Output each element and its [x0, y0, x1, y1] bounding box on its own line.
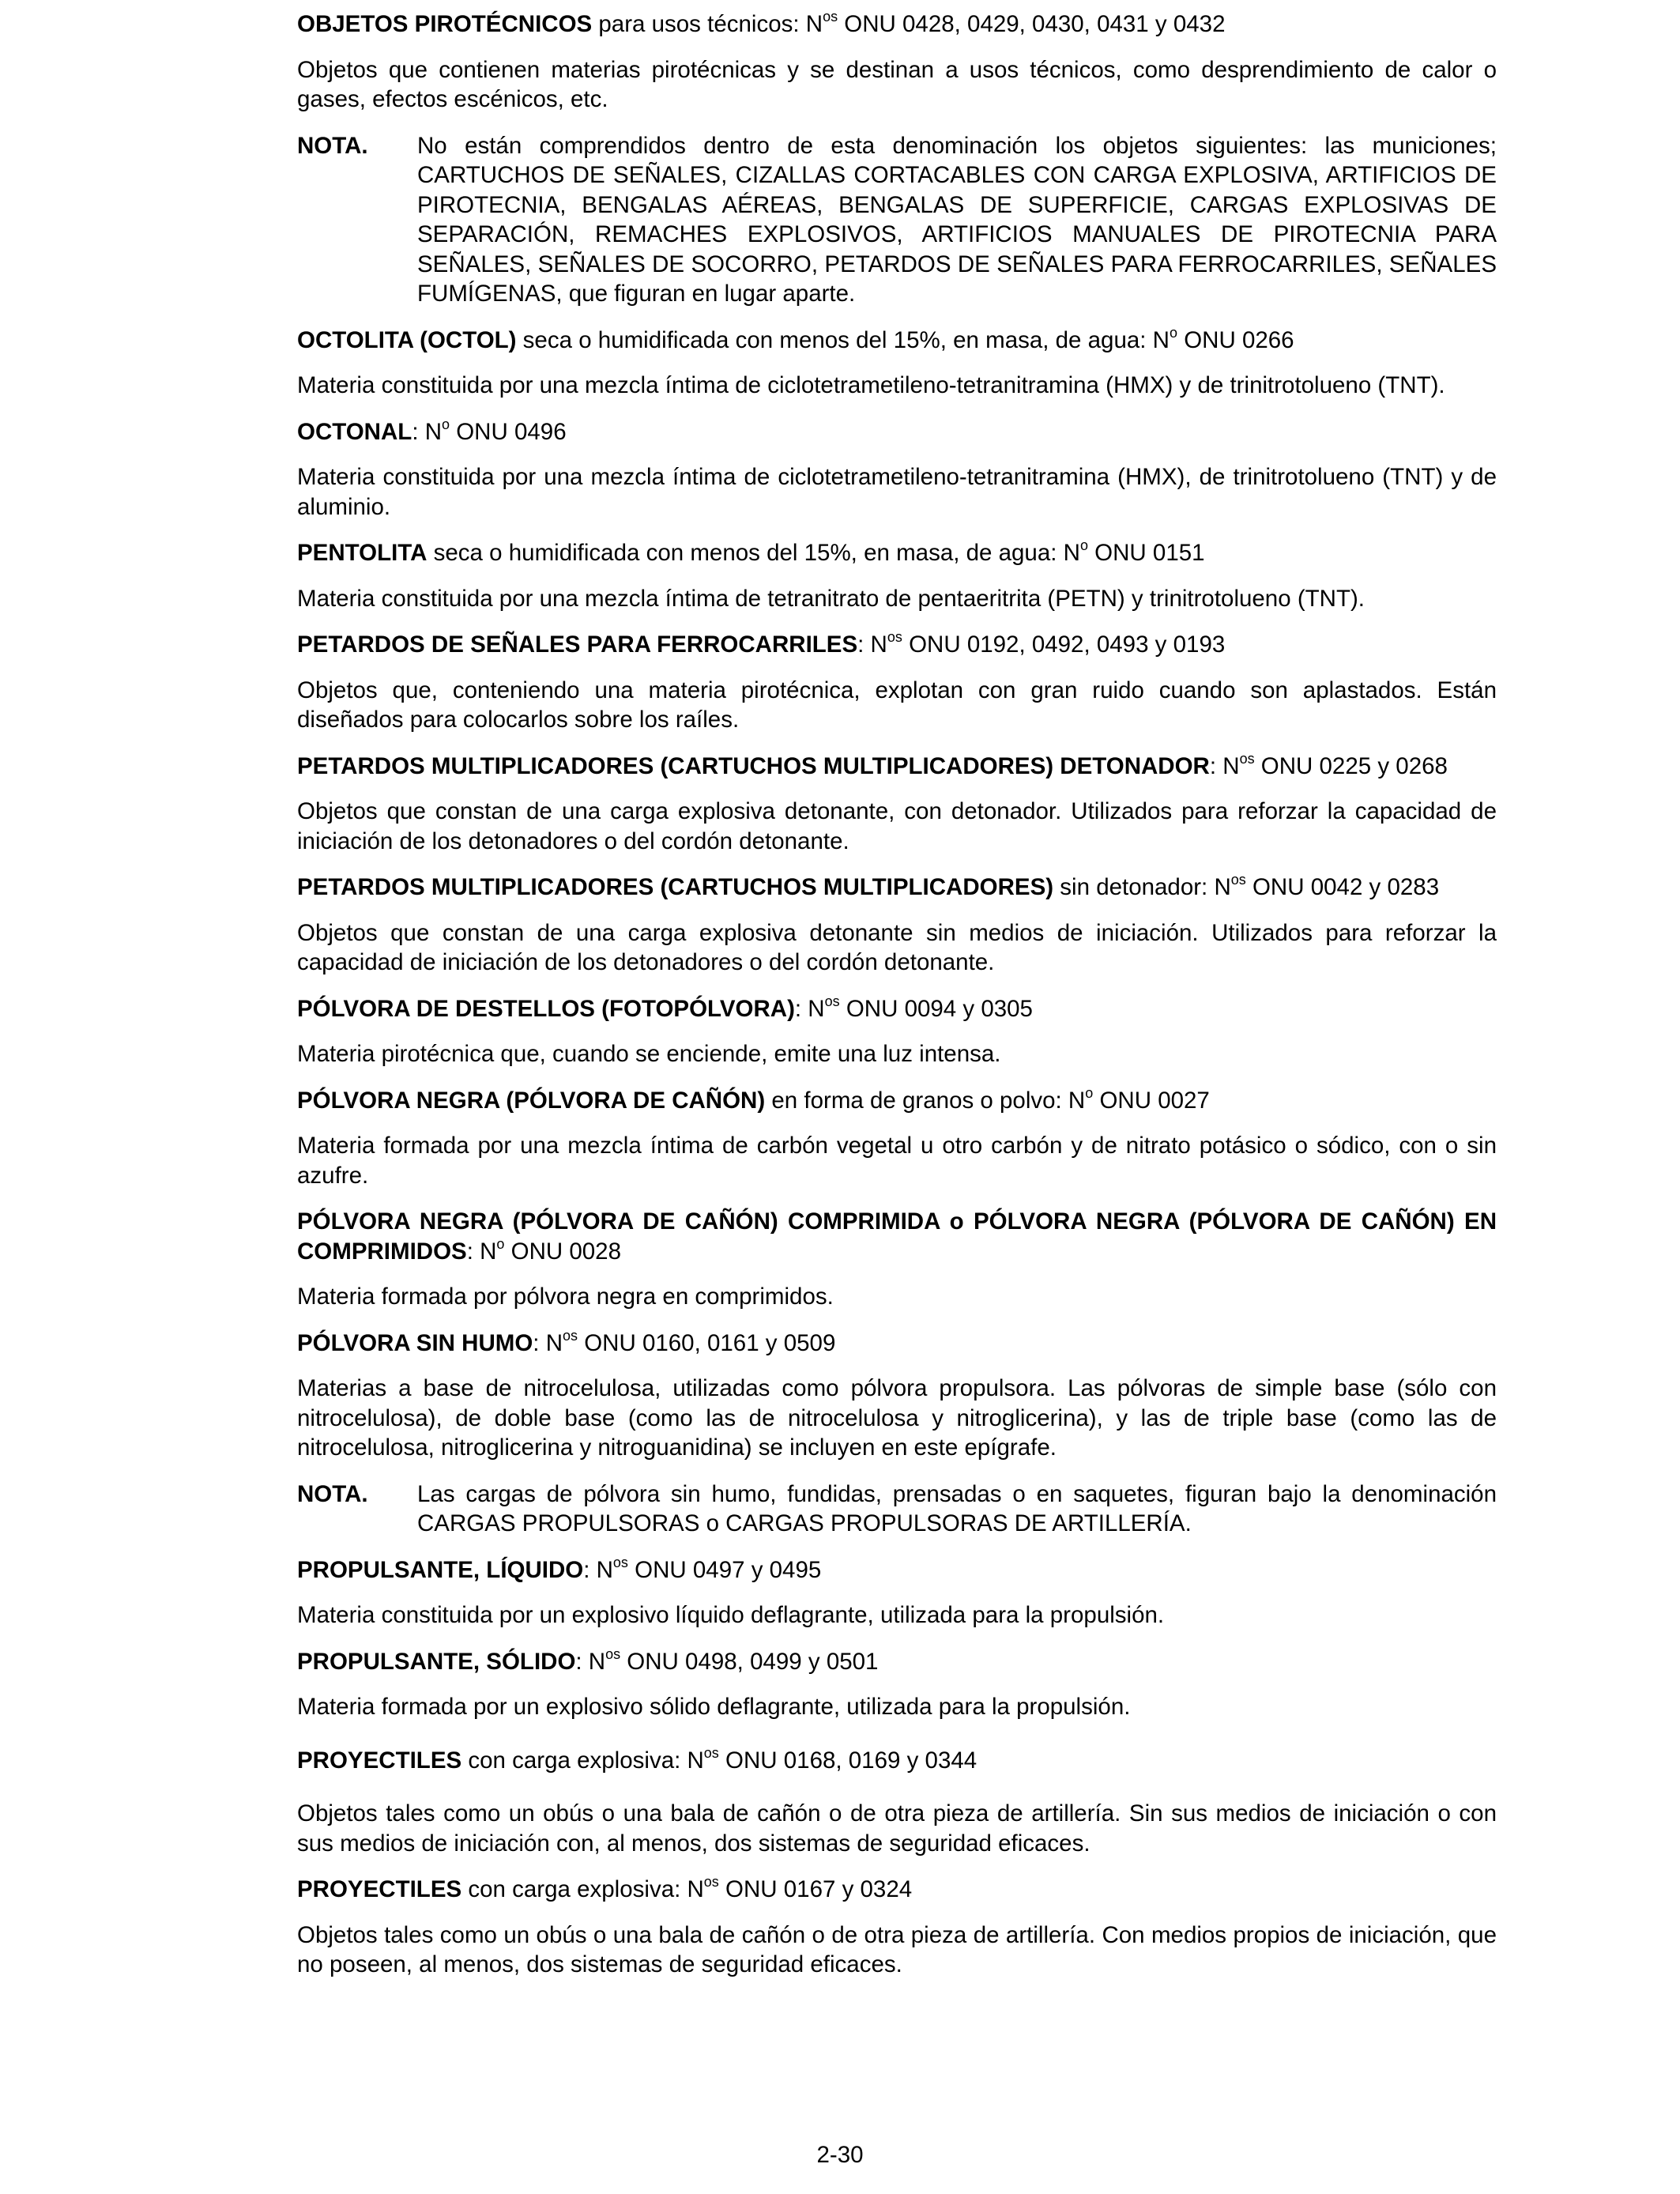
entry-qualifier: con carga explosiva: N — [461, 1876, 704, 1902]
entry-term: PROPULSANTE, LÍQUIDO — [297, 1556, 584, 1583]
entry-qualifier: : N — [412, 418, 443, 445]
entry-un-numbers: ONU 0225 y 0268 — [1254, 752, 1448, 779]
entry-un-numbers: ONU 0498, 0499 y 0501 — [620, 1648, 879, 1675]
page-number: 2-30 — [816, 2142, 864, 2168]
entry-description: Materia constituida por una mezcla íntima de tetranitrato de pentaeritrita (PETN) y trinitrotolueno (TNT). — [297, 585, 1365, 612]
entry-un-numbers: ONU 0497 y 0495 — [627, 1556, 822, 1583]
entry-un-numbers: ONU 0160, 0161 y 0509 — [578, 1329, 836, 1356]
entry-sup: os — [612, 1554, 628, 1570]
entry-title — [297, 1207, 1497, 1266]
entry-term: PÓLVORA NEGRA (PÓLVORA DE CAÑÓN) COMPRIMIDA o PÓLVORA NEGRA (PÓLVORA DE CAÑÓN) EN COMPRIMIDOS — [297, 1208, 1497, 1265]
note-label: NOTA. — [297, 1480, 368, 1507]
entry-title — [297, 752, 1497, 782]
entry-qualifier: : N — [857, 631, 887, 658]
entry-objetos-pirotecnicos — [297, 9, 1497, 309]
entry-term: PÓLVORA NEGRA (PÓLVORA DE CAÑÓN) — [297, 1087, 766, 1114]
entry-qualifier: : N — [466, 1238, 497, 1265]
entry-un-numbers: ONU 0496 — [450, 418, 567, 445]
entry-sup: os — [887, 629, 902, 646]
note-label: NOTA. — [297, 132, 368, 159]
entry-title — [297, 1086, 1497, 1116]
entry-qualifier: seca o humidificada con menos del 15%, en masa, de agua: N — [516, 326, 1170, 353]
entry-title — [297, 873, 1497, 903]
entry-term: PROPULSANTE, SÓLIDO — [297, 1648, 576, 1675]
entry-proyectiles-2 — [297, 1875, 1497, 1980]
entry-sup: os — [703, 1744, 719, 1761]
entry-proyectiles-1 — [297, 1746, 1497, 1859]
entry-term: OCTOLITA (OCTOL) — [297, 326, 517, 353]
entry-qualifier: : N — [1209, 752, 1240, 779]
entry-term: PENTOLITA — [297, 540, 428, 566]
entry-term: PÓLVORA DE DESTELLOS (FOTOPÓLVORA) — [297, 995, 795, 1022]
entry-qualifier: en forma de granos o polvo: N — [765, 1087, 1086, 1114]
entry-pentolita — [297, 538, 1497, 613]
document-page — [297, 9, 1497, 1996]
entry-description: Materia formada por un explosivo sólido deflagrante, utilizada para la propulsión. — [297, 1694, 1131, 1720]
entry-petardos-multiplicadores-sin-detonador — [297, 873, 1497, 978]
entry-qualifier: : N — [794, 995, 825, 1022]
entry-sup: o — [1079, 537, 1088, 554]
entry-sup: os — [824, 993, 840, 1009]
entry-title — [297, 538, 1497, 568]
entry-title — [297, 417, 1497, 447]
entry-polvora-sin-humo — [297, 1329, 1497, 1539]
note-text: Las cargas de pólvora sin humo, fundidas, prensadas o en saquetes, figuran bajo la denominación CARGAS PROPULSORAS o CARGAS PROPULSORAS DE ARTILLERÍA. — [417, 1480, 1497, 1536]
entry-term: PETARDOS DE SEÑALES PARA FERROCARRILES — [297, 631, 858, 658]
entry-description: Materia constituida por una mezcla íntima de ciclotetrametileno-tetranitramina (HMX), de trinitrotolueno (TNT) y de aluminio. — [297, 464, 1497, 520]
entry-description: Materia formada por una mezcla íntima de carbón vegetal u otro carbón y de nitrato potásico o sódico, con o sin azufre. — [297, 1133, 1497, 1189]
entry-un-numbers: ONU 0266 — [1177, 326, 1294, 353]
entry-polvora-negra-comprimida — [297, 1207, 1497, 1312]
entry-title — [297, 1329, 1497, 1359]
entry-term: PROYECTILES — [297, 1747, 462, 1774]
entry-qualifier: : N — [583, 1556, 613, 1583]
entry-description: Materia pirotécnica que, cuando se enciende, emite una luz intensa. — [297, 1041, 1001, 1067]
entry-description: Materia formada por pólvora negra en comprimidos. — [297, 1284, 834, 1310]
entry-petardos-multiplicadores-detonador — [297, 752, 1497, 857]
entry-sup: os — [563, 1327, 578, 1344]
entry-sup: os — [1239, 750, 1255, 767]
entry-title — [297, 1555, 1497, 1585]
entry-sup: os — [703, 1874, 719, 1891]
entry-term: PETARDOS MULTIPLICADORES (CARTUCHOS MULTIPLICADORES) — [297, 874, 1054, 900]
entry-propulsante-liquido — [297, 1555, 1497, 1630]
entry-polvora-destellos — [297, 994, 1497, 1069]
note — [297, 131, 1497, 309]
entry-description: Objetos que, conteniendo una materia pirotécnica, explotan con gran ruido cuando son aplastados. Están diseñados para colocarlos sobre los raíles. — [297, 677, 1497, 733]
entry-un-numbers: ONU 0027 — [1093, 1087, 1210, 1114]
entry-propulsante-solido — [297, 1647, 1497, 1722]
entry-octolita — [297, 326, 1497, 401]
note — [297, 1480, 1497, 1539]
entry-description: Objetos que constan de una carga explosiva detonante, con detonador. Utilizados para reforzar la capacidad de iniciación de los detonadores o del cordón detonante. — [297, 798, 1497, 854]
entry-qualifier: seca o humidificada con menos del 15%, en masa, de agua: N — [427, 540, 1080, 566]
entry-un-numbers: ONU 0028 — [504, 1238, 621, 1265]
entry-sup: os — [823, 9, 838, 25]
entry-polvora-negra — [297, 1086, 1497, 1191]
entry-title — [297, 630, 1497, 660]
entry-sup: o — [1169, 324, 1177, 341]
entry-term: OCTONAL — [297, 418, 412, 445]
entry-title — [297, 1875, 1497, 1905]
entry-qualifier: para usos técnicos: N — [592, 11, 823, 37]
entry-title — [297, 1746, 1497, 1776]
entry-qualifier: : N — [575, 1648, 606, 1675]
entry-qualifier: sin detonador: N — [1053, 874, 1231, 900]
entry-title — [297, 1647, 1497, 1677]
entry-title — [297, 994, 1497, 1024]
entry-description: Materia constituida por un explosivo líquido deflagrante, utilizada para la propulsión. — [297, 1602, 1165, 1628]
note-text: No están comprendidos dentro de esta denominación los objetos siguientes: las municiones; CARTUCHOS DE SEÑALES, CIZALLAS CORTACABLES CON CARGA EXPLOSIVA, ARTIFICIOS DE PIROTECNIA, BENGALAS AÉREAS, BENGALAS DE SUPERFICIE, CARGAS EXPLOSIVAS DE SEPARACIÓN, REMACHES EXPLOSIVOS, ARTIFICIOS MANUALES DE PIROTECNIA PARA SEÑALES, SEÑALES DE SOCORRO, PETARDOS DE SEÑALES PARA FERROCARRILES, SEÑALES FUMÍGENAS, que figuran en lugar aparte. — [417, 132, 1497, 307]
entry-un-numbers: ONU 0428, 0429, 0430, 0431 y 0432 — [838, 11, 1226, 37]
entry-description: Objetos que contienen materias pirotécnicas y se destinan a usos técnicos, como desprendimiento de calor o gases, efectos escénicos, etc. — [297, 56, 1497, 112]
entry-term: OBJETOS PIROTÉCNICOS — [297, 11, 593, 37]
entry-un-numbers: ONU 0042 y 0283 — [1245, 874, 1440, 900]
entry-sup: os — [1230, 872, 1246, 888]
entry-octonal — [297, 417, 1497, 522]
entry-qualifier: con carga explosiva: N — [461, 1747, 704, 1774]
entry-sup: o — [1085, 1084, 1094, 1101]
entry-term: PÓLVORA SIN HUMO — [297, 1329, 533, 1356]
entry-sup: o — [496, 1235, 505, 1252]
entry-qualifier: : N — [533, 1329, 563, 1356]
entry-un-numbers: ONU 0167 y 0324 — [718, 1876, 913, 1902]
entry-petardos-senales — [297, 630, 1497, 735]
entry-term: PETARDOS MULTIPLICADORES (CARTUCHOS MULTIPLICADORES) DETONADOR — [297, 752, 1210, 779]
entry-sup: os — [605, 1646, 621, 1662]
entry-un-numbers: ONU 0192, 0492, 0493 y 0193 — [902, 631, 1226, 658]
entry-un-numbers: ONU 0151 — [1087, 540, 1205, 566]
entry-un-numbers: ONU 0094 y 0305 — [839, 995, 1033, 1022]
entry-description: Objetos que constan de una carga explosiva detonante sin medios de iniciación. Utilizados para reforzar la capacidad de iniciación de los detonadores o del cordón detonante. — [297, 919, 1497, 975]
entry-description: Objetos tales como un obús o una bala de cañón o de otra pieza de artillería. Sin sus medios de iniciación o con sus medios de iniciación con, al menos, dos sistemas de seguridad eficaces. — [297, 1800, 1497, 1857]
entry-title — [297, 326, 1497, 356]
entry-term: PROYECTILES — [297, 1876, 462, 1902]
entry-description: Objetos tales como un obús o una bala de cañón o de otra pieza de artillería. Con medios propios de iniciación, que no poseen, al menos, dos sistemas de seguridad eficaces. — [297, 1921, 1497, 1977]
entry-sup: o — [442, 416, 450, 432]
entry-un-numbers: ONU 0168, 0169 y 0344 — [718, 1747, 977, 1774]
entry-description: Materia constituida por una mezcla íntima de ciclotetrametileno-tetranitramina (HMX) y de trinitrotolueno (TNT). — [297, 372, 1445, 398]
entry-title — [297, 9, 1497, 40]
entry-description: Materias a base de nitrocelulosa, utilizadas como pólvora propulsora. Las pólvoras de simple base (sólo con nitrocelulosa), de doble base (como las de nitrocelulosa y nitroglicerina), y las de triple base (como las de nitrocelulosa, nitroglicerina y nitroguanidina) se incluyen en este epígrafe. — [297, 1375, 1497, 1461]
